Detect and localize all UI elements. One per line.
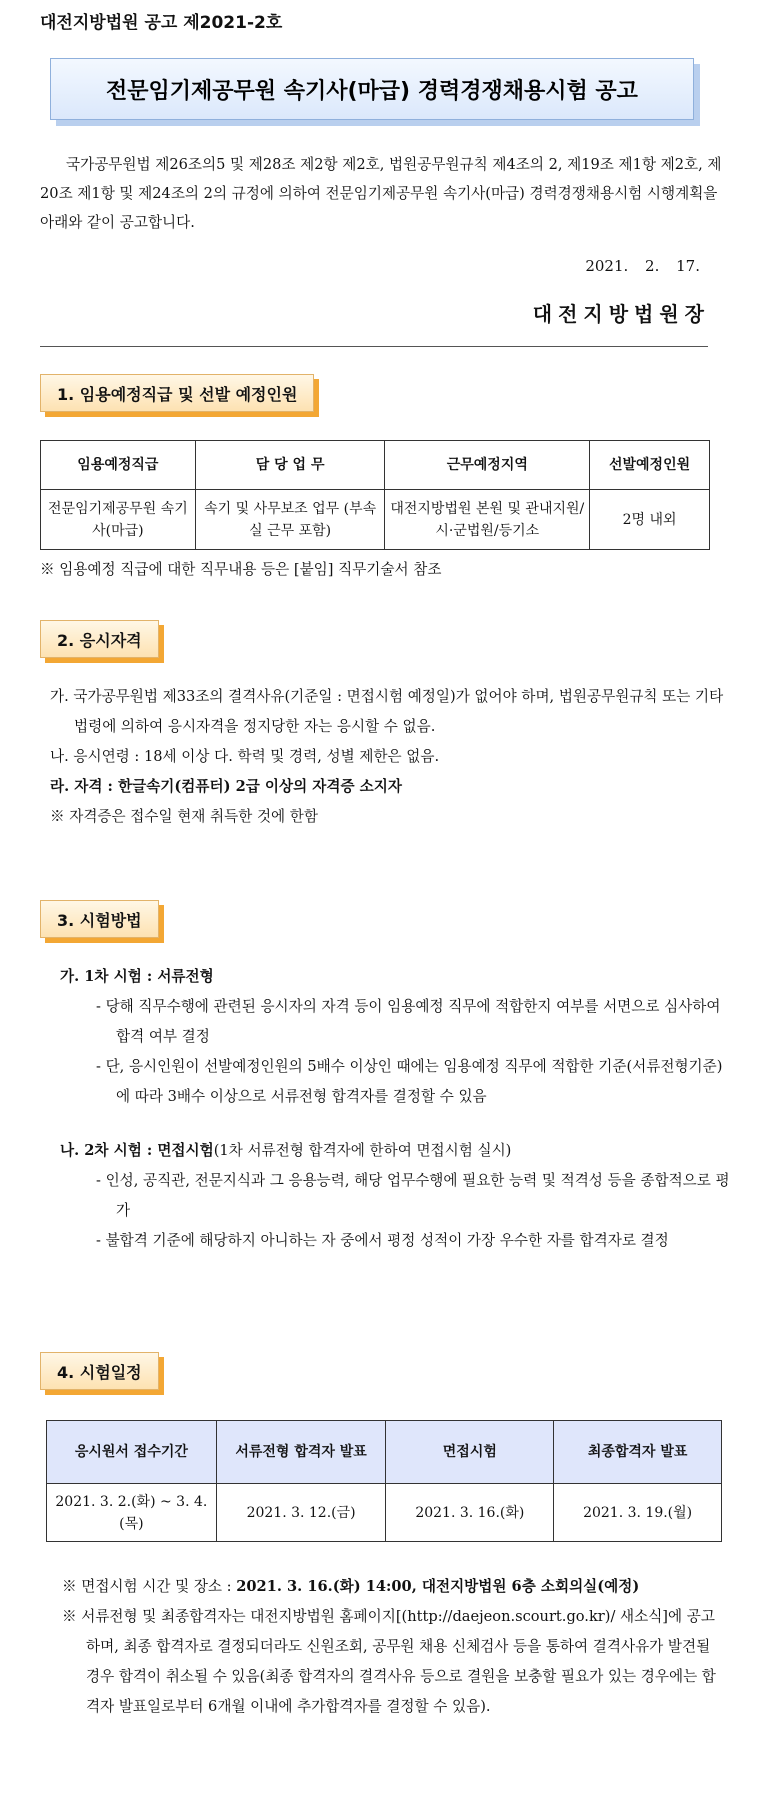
section3-heading: 3. 시험방법 <box>40 900 159 938</box>
section3-list <box>40 962 730 1256</box>
position-table-header: 선발예정인원 <box>590 441 710 490</box>
qualification-item: 라. 자격 : 한글속기(컴퓨터) 2급 이상의 자격증 소지자 <box>50 778 402 795</box>
exam-first-item: - 단, 응시인원이 선발예정인원의 5배수 이상인 때에는 임용예정 직무에 적합한 기준(서류전형기준)에 따라 3배수 이상으로 서류전형 합격자를 결정할 수 있음 <box>96 1058 723 1105</box>
position-table-header: 담 당 업 무 <box>195 441 385 490</box>
intro-paragraph <box>40 150 730 237</box>
section4-notes <box>52 1572 728 1722</box>
schedule-table-header: 면접시험 <box>386 1421 554 1484</box>
position-table-cell: 2명 내외 <box>590 490 710 550</box>
schedule-table-cell: 2021. 3. 19.(월) <box>554 1484 722 1542</box>
schedule-table-header: 서류전형 합격자 발표 <box>216 1421 386 1484</box>
position-table-header: 근무예정지역 <box>385 441 590 490</box>
position-table <box>40 440 710 550</box>
intro-text: 국가공무원법 제26조의5 및 제28조 제2항 제2호, 법원공무원규칙 제4조의 2, 제19조 제1항 제2호, 제20조 제1항 및 제24조의 2의 규정에 의하여 전문임기제공무원 속기사(마급) 경력경쟁채용시험 시행계획을 아래와 같이 공고합니다. <box>40 156 722 231</box>
title-box <box>50 58 694 120</box>
position-table-cell: 대전지방법원 본원 및 관내지원/시·군법원/등기소 <box>385 490 590 550</box>
section1-note: ※ 임용예정 직급에 대한 직무내용 등은 [붙임] 직무기술서 참조 <box>40 561 442 578</box>
exam-second-head-rest: (1차 서류전형 합격자에 한하여 면접시험 실시) <box>213 1142 512 1159</box>
qualification-note: ※ 자격증은 접수일 현재 취득한 것에 한함 <box>50 808 318 825</box>
exam-second-head-bold: 나. 2차 시험 : 면접시험 <box>60 1142 214 1159</box>
section4-heading: 4. 시험일정 <box>40 1352 159 1390</box>
interview-note <box>52 1572 728 1602</box>
result-note: ※ 서류전형 및 최종합격자는 대전지방법원 홈페이지[(http://daejeon.scourt.go.kr)/ 새소식]에 공고하며, 최종 합격자로 결정되더라도 신원조회, 공무원 채용 신체검사 등을 통하여 결격사유가 발견될 경우 합격이 취소될 수 있음(최종 합격자의 결격사유 등으로 결원을 보충할 필요가 있는 경우에는 합격자 발표일로부터 6개월 이내에 추가합격자를 결정할 수 있음). <box>62 1608 716 1715</box>
exam-second-item: - 불합격 기준에 해당하지 아니하는 자 중에서 평정 성적이 가장 우수한 자를 합격자로 결정 <box>96 1232 669 1249</box>
exam-first-head: 가. 1차 시험 : 서류전형 <box>60 968 214 985</box>
announcement-date: 2021. 2. 17. <box>585 257 700 275</box>
exam-second-item: - 인성, 공직관, 전문지식과 그 응용능력, 해당 업무수행에 필요한 능력 및 적격성 등을 종합적으로 평가 <box>96 1172 730 1219</box>
position-table-header: 임용예정직급 <box>41 441 196 490</box>
section2-heading: 2. 응시자격 <box>40 620 159 658</box>
qualification-item: 나. 응시연령 : 18세 이상 다. 학력 및 경력, 성별 제한은 없음. <box>50 748 440 765</box>
schedule-table-cell: 2021. 3. 16.(화) <box>386 1484 554 1542</box>
position-table-cell: 전문임기제공무원 속기사(마급) <box>41 490 196 550</box>
schedule-table <box>46 1420 722 1542</box>
doc-number: 대전지방법원 공고 제2021-2호 <box>40 13 283 33</box>
page-title: 전문임기제공무원 속기사(마급) 경력경쟁채용시험 공고 <box>106 78 638 104</box>
signature: 대전지방법원장 <box>532 302 710 326</box>
schedule-table-cell: 2021. 3. 12.(금) <box>216 1484 386 1542</box>
schedule-table-header: 최종합격자 발표 <box>554 1421 722 1484</box>
interview-note-detail: 2021. 3. 16.(화) 14:00, 대전지방법원 6층 소회의실(예정) <box>236 1578 640 1595</box>
position-table-cell: 속기 및 사무보조 업무 (부속실 근무 포함) <box>195 490 385 550</box>
exam-first-item: - 당해 직무수행에 관련된 응시자의 자격 등이 임용예정 직무에 적합한지 여부를 서면으로 심사하여 합격 여부 결정 <box>96 998 721 1045</box>
section1-heading: 1. 임용예정직급 및 선발 예정인원 <box>40 374 314 412</box>
interview-note-prefix: ※ 면접시험 시간 및 장소 : <box>62 1578 237 1595</box>
exam-second-head <box>40 1136 730 1166</box>
section2-list <box>40 682 730 832</box>
schedule-table-header: 응시원서 접수기간 <box>47 1421 217 1484</box>
divider <box>40 346 708 347</box>
schedule-table-cell: 2021. 3. 2.(화) ~ 3. 4.(목) <box>47 1484 217 1542</box>
qualification-item: 가. 국가공무원법 제33조의 결격사유(기준일 : 면접시험 예정일)가 없어야 하며, 법원공무원규칙 또는 기타 법령에 의하여 응시자격을 정지당한 자는 응시할 수 없음. <box>50 688 724 735</box>
